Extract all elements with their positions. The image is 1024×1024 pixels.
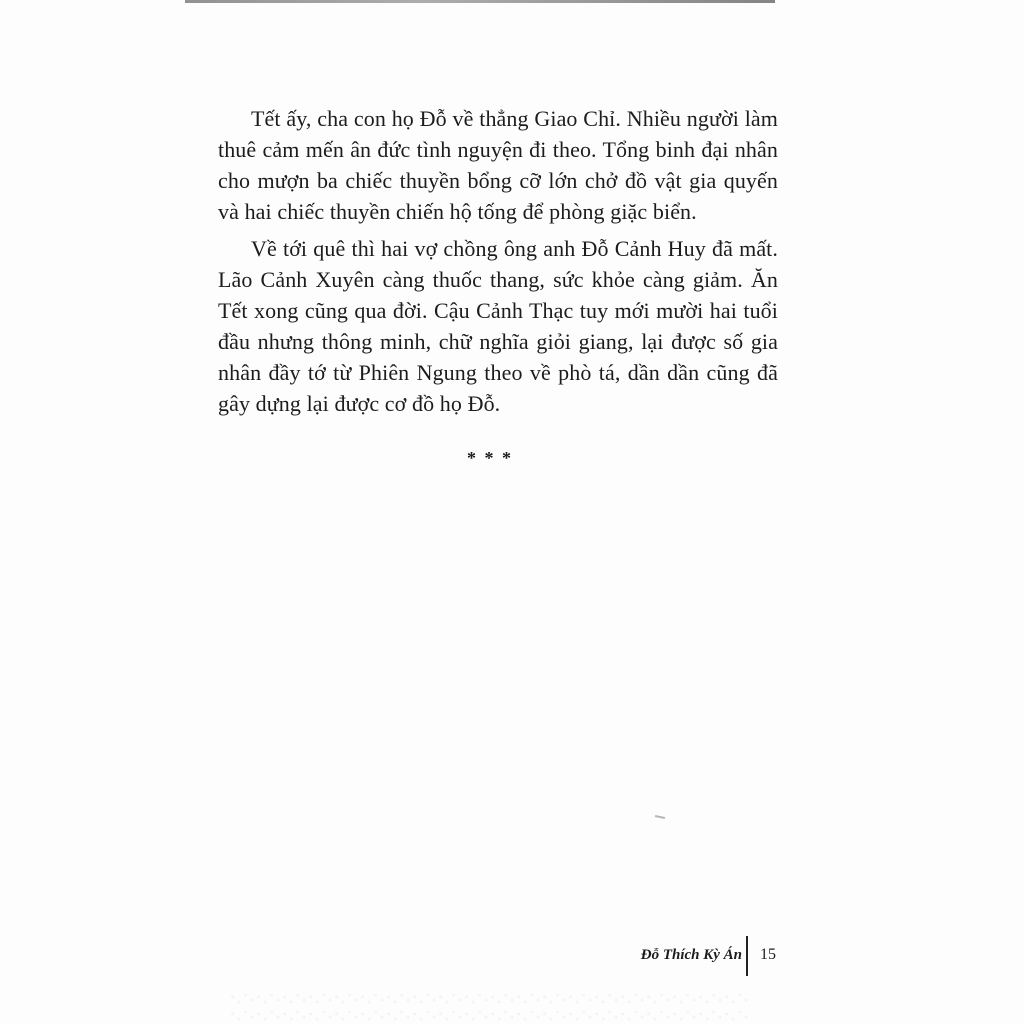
scan-speck xyxy=(655,815,665,819)
page-number: 15 xyxy=(760,946,776,963)
paragraph-1: Tết ấy, cha con họ Đỗ về thẳng Giao Chỉ. Nhiều người làm thuê cảm mến ân đức tình nguyện đi theo. Tổng binh đại nhân cho mượn ba chiếc thuyền bổng cỡ lớn chở đồ vật gia quyến và hai chiếc thuyền chiến hộ tống để phòng giặc biển. xyxy=(218,106,778,224)
page-body-text xyxy=(218,103,778,419)
running-footer-title: Đỗ Thích Kỳ Án xyxy=(640,947,742,963)
paragraph-2: Về tới quê thì hai vợ chồng ông anh Đỗ Cảnh Huy đã mất. Lão Cảnh Xuyên càng thuốc thang, sức khỏe càng giảm. Ăn Tết xong cũng qua đời. Cậu Cảnh Thạc tuy mới mười hai tuổi đầu nhưng thông minh, chữ nghĩa giỏi giang, lại được số gia nhân đầy tớ từ Phiên Ngung theo về phò tá, dần dần cũng đã gây dựng lại được cơ đồ họ Đỗ. xyxy=(218,236,778,416)
page-footer xyxy=(600,936,800,976)
section-separator: * * * xyxy=(467,448,513,468)
top-edge-rule xyxy=(185,0,775,3)
scan-noise xyxy=(230,990,750,1024)
footer-divider xyxy=(746,936,748,976)
